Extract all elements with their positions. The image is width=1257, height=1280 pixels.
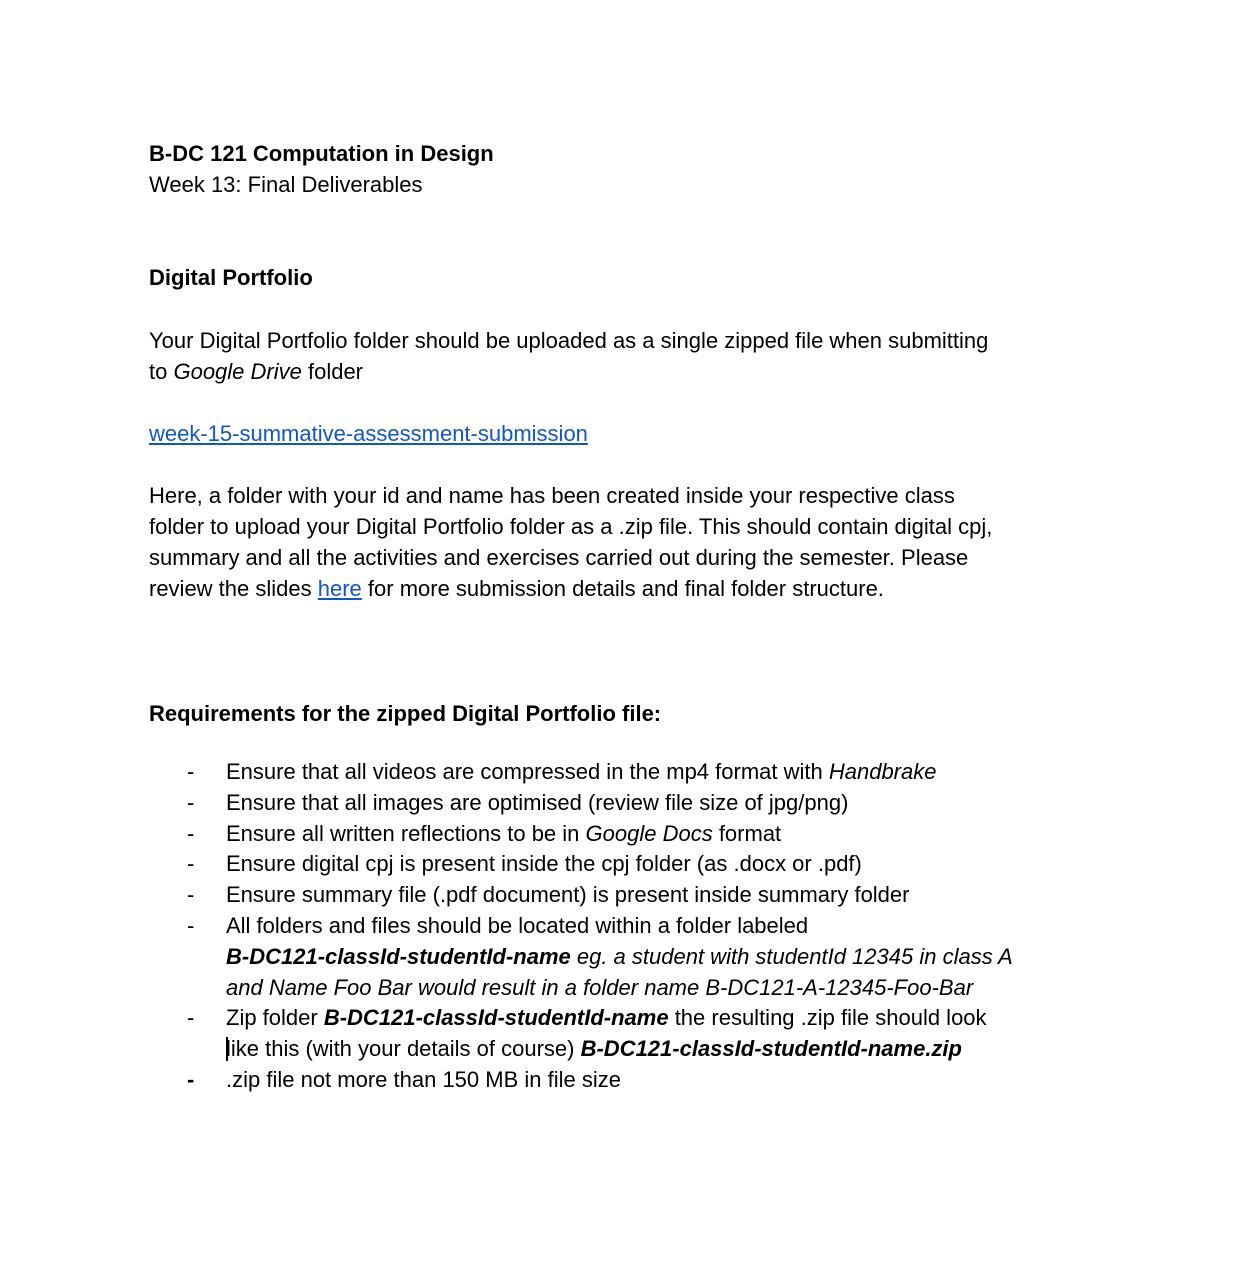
list-item (149, 757, 1089, 788)
intro-line-1: Your Digital Portfolio folder should be uploaded as a single zipped file when submitting (149, 328, 989, 353)
paragraph-line-4 (149, 573, 884, 604)
zip-line-2-text: like this (with your details of course) (226, 1036, 581, 1062)
bullet-dash: - (187, 759, 195, 784)
item-text: Ensure summary file (.pdf document) is present inside summary folder (226, 882, 910, 908)
requirements-list (149, 757, 1089, 1096)
section-heading-requirements: Requirements for the zipped Digital Portfolio file: (149, 701, 662, 726)
item-text-line-1: All folders and files should be located within a folder labeled (226, 912, 809, 938)
list-item (149, 911, 1089, 1003)
course-title: B-DC 121 Computation in Design (149, 141, 494, 166)
section-heading-digital-portfolio: Digital Portfolio (149, 265, 313, 290)
google-docs-text: Google Docs (585, 820, 713, 846)
submission-folder-link[interactable]: week-15-summative-assessment-submission (149, 421, 588, 446)
bullet-dash: - (187, 820, 195, 846)
bullet-dash: - (187, 1066, 195, 1092)
item-text-line-2 (226, 942, 1089, 973)
submission-link-line (149, 418, 588, 449)
folder-name-pattern: B-DC121-classId-studentId-name (226, 943, 571, 969)
item-text: Ensure all written reflections to be in (226, 820, 586, 846)
item-text-line-3: and Name Foo Bar would result in a folder name B-DC121-A-12345-Foo-Bar (226, 974, 974, 1000)
handbrake-text: Handbrake (828, 759, 937, 784)
slides-here-link[interactable]: here (317, 576, 362, 601)
example-text: eg. a student with studentId 12345 in class A (570, 943, 1013, 969)
item-text-line-1 (226, 1003, 1089, 1034)
paragraph-line-4-prefix: review the slides (149, 576, 318, 601)
item-text: .zip file not more than 150 MB in file size (226, 1066, 621, 1092)
item-text-line-2 (226, 1034, 1089, 1065)
google-drive-text: Google Drive (173, 359, 302, 384)
paragraph-line-1: Here, a folder with your id and name has been created inside your respective class (149, 483, 955, 508)
bullet-dash: - (187, 1005, 195, 1031)
list-item (149, 849, 1089, 880)
bullet-dash: - (187, 912, 195, 938)
list-item (149, 788, 1089, 819)
intro-line-2 (149, 356, 363, 387)
paragraph-line-2: folder to upload your Digital Portfolio folder as a .zip file. This should contain digital cpj, (149, 514, 993, 539)
list-item (149, 1003, 1089, 1065)
bullet-dash: - (187, 851, 195, 877)
intro-line-2-suffix: folder (301, 359, 364, 384)
item-text: Ensure that all images are optimised (review file size of jpg/png) (226, 789, 849, 815)
bullet-dash: - (187, 882, 195, 908)
paragraph-line-3: summary and all the activities and exercises carried out during the semester. Please (149, 545, 969, 570)
intro-line-2-prefix: to (149, 359, 174, 384)
item-text: Ensure that all videos are compressed in the mp4 format with (226, 759, 829, 784)
zip-suffix: the resulting .zip file should look (668, 1005, 987, 1031)
list-item (149, 880, 1089, 911)
zip-prefix: Zip folder (226, 1005, 324, 1031)
item-text: Ensure digital cpj is present inside the cpj folder (as .docx or .pdf) (226, 851, 862, 877)
week-subtitle: Week 13: Final Deliverables (149, 172, 423, 197)
item-text-suffix: format (712, 820, 782, 846)
bullet-dash: - (187, 789, 195, 815)
paragraph-line-4-suffix: for more submission details and final folder structure. (361, 576, 884, 601)
zip-file-pattern: B-DC121-classId-studentId-name.zip (580, 1036, 962, 1062)
list-item (149, 1065, 1089, 1096)
list-item (149, 819, 1089, 850)
zip-folder-pattern: B-DC121-classId-studentId-name (323, 1005, 669, 1031)
